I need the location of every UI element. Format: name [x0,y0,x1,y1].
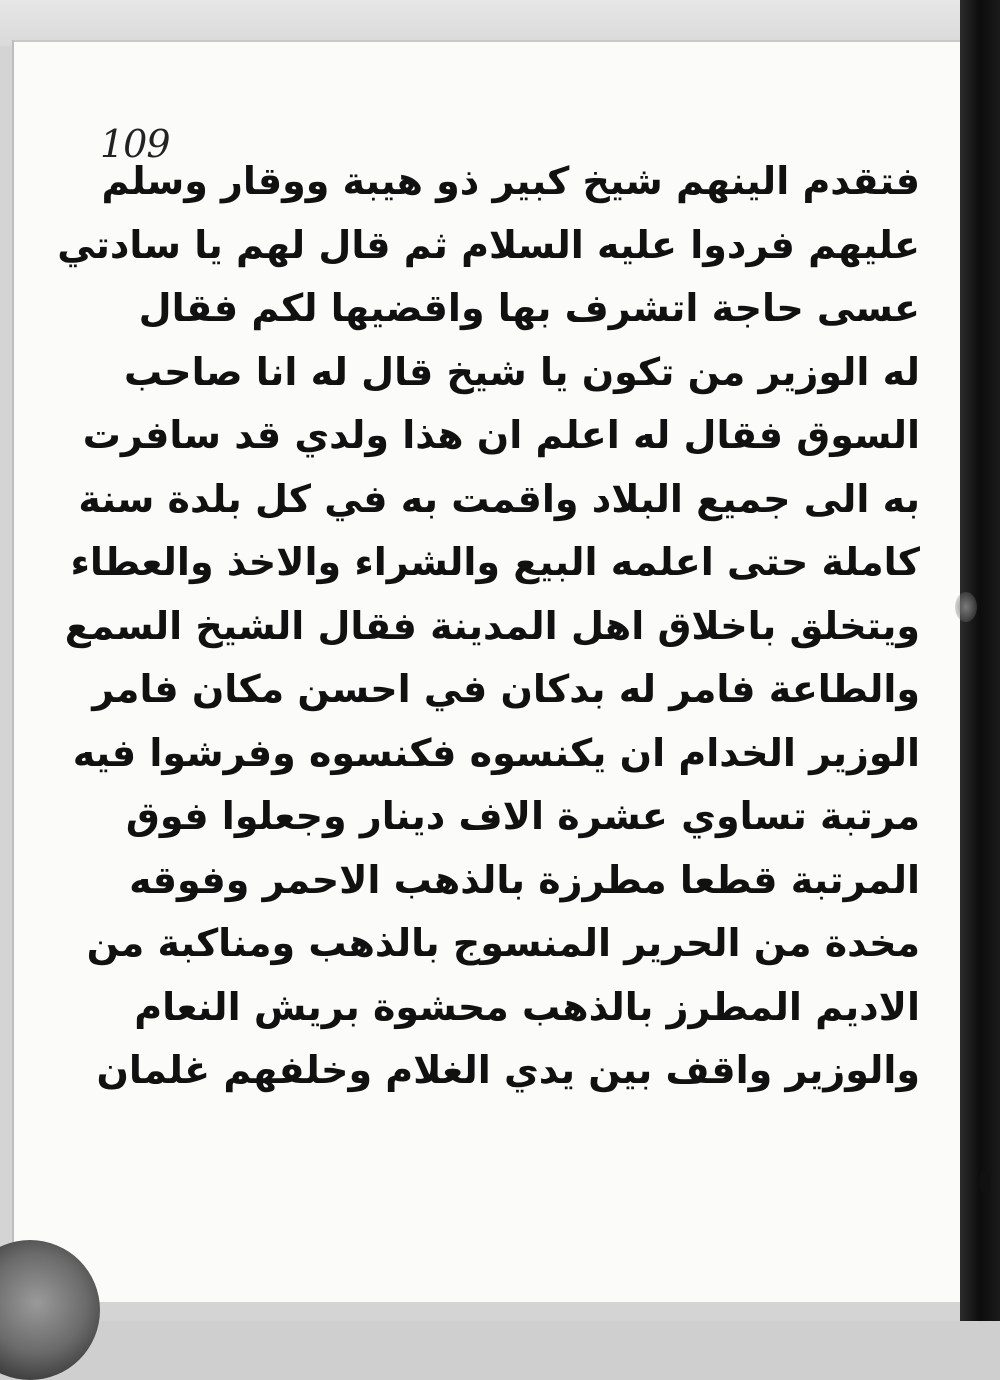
text-line: المرتبة قطعا مطرزة بالذهب الاحمر وفوقه [129,857,920,902]
text-line: مرتبة تساوي عشرة الاف دينار وجعلوا فوق [125,794,920,838]
text-line: والوزير واقف بين يدي الغلام وخلفهم غلمان [96,1048,920,1092]
text-line: ويتخلق باخلاق اهل المدينة فقال الشيخ السمع [64,603,920,648]
scanner-bed-edge [960,0,1000,1321]
arabic-text-block [57,150,920,1103]
text-line: السوق فقال له اعلم ان هذا ولدي قد سافرت [82,413,920,457]
page-number: 109 [100,122,170,166]
ink-smudge [955,592,977,622]
text-line: والطاعة فامر له بدكان في احسن مكان فامر [92,667,920,711]
text-line: به الى جميع البلاد واقمت به في كل بلدة سنة [78,476,920,521]
text-line: الوزير الخدام ان يكنسوه فكنسوه وفرشوا فيه [72,730,920,775]
text-line: الاديم المطرز بالذهب محشوة بريش النعام [134,984,920,1029]
text-line: له الوزير من تكون يا شيخ قال له انا صاحب [123,349,920,394]
text-line: كاملة حتى اعلمه البيع والشراء والاخذ والعطاء [70,540,920,584]
text-line: عليهم فردوا عليه السلام ثم قال لهم يا سادتي [57,222,920,267]
text-line: مخدة من الحرير المنسوج بالذهب ومناكبة من [86,921,920,965]
text-line: فتقدم الينهم شيخ كبير ذو هيبة ووقار وسلم [101,159,920,203]
text-line: عسى حاجة اتشرف بها واقضيها لكم فقال [138,286,920,330]
margin-mark [980,1172,990,1192]
